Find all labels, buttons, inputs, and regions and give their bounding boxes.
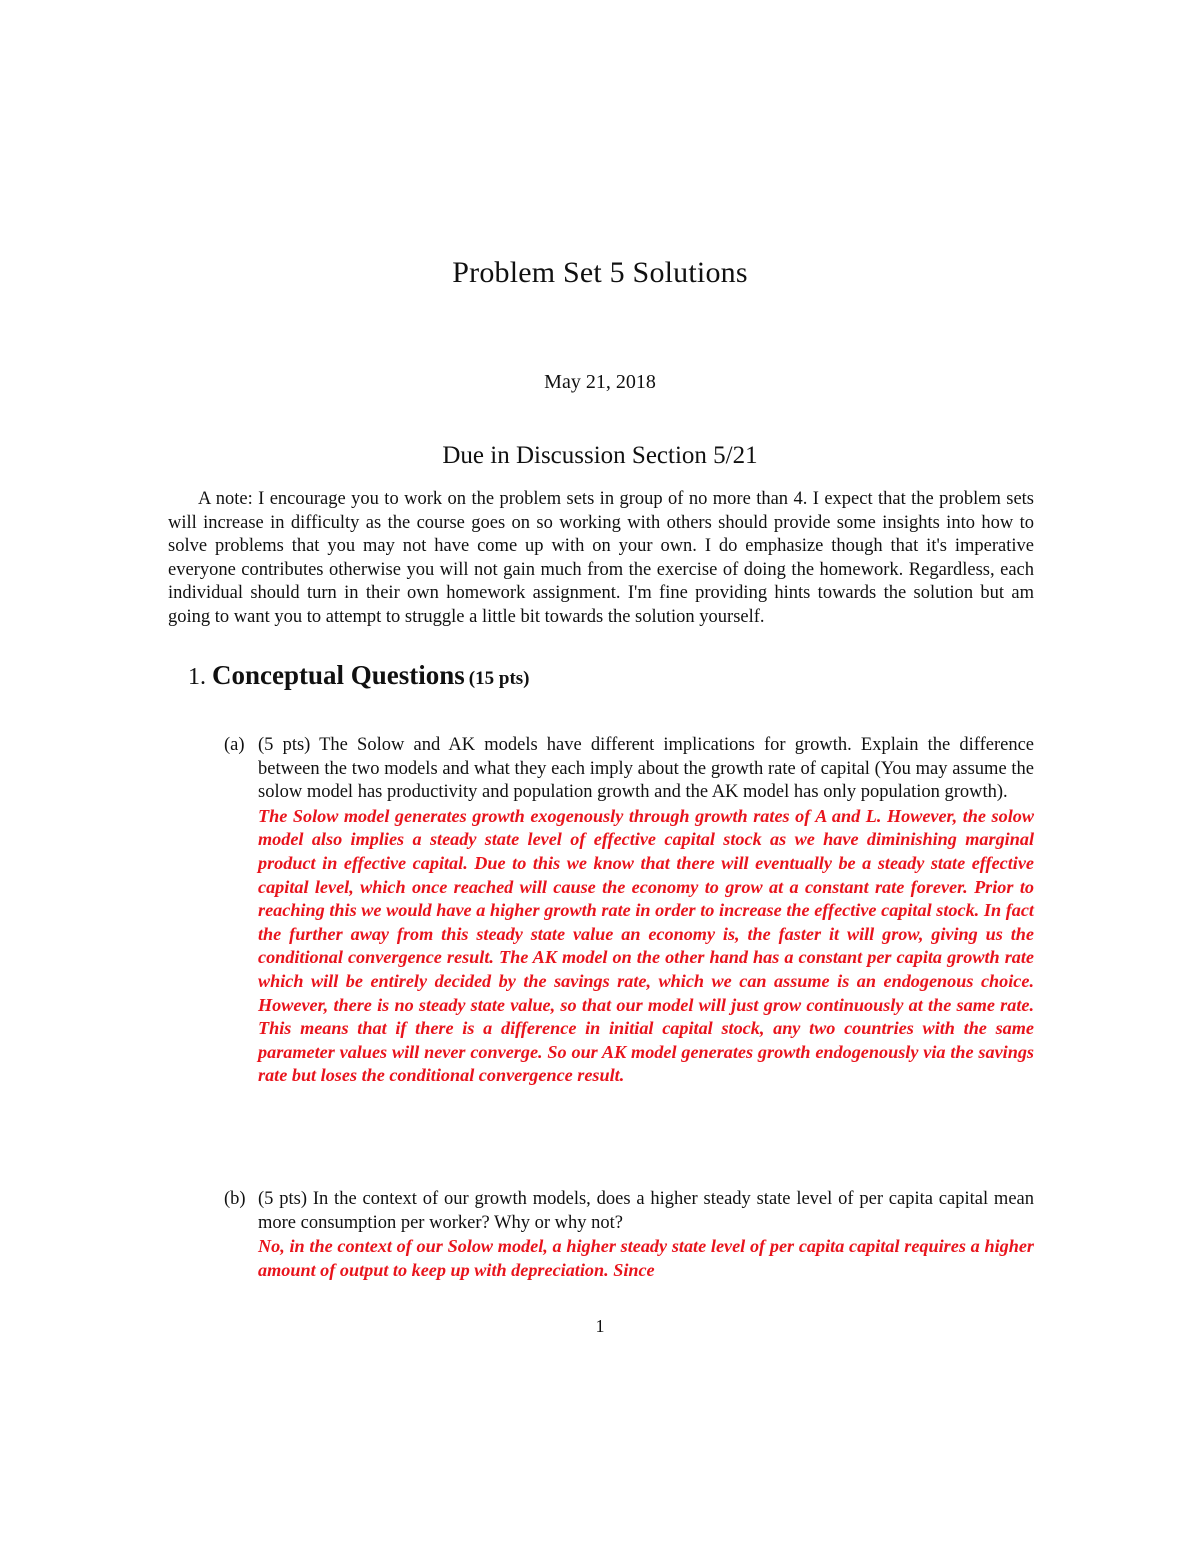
section-name: Conceptual Questions — [212, 660, 465, 690]
question-text: (5 pts) In the context of our growth models, does a higher steady state level of per capita capital mean more consumption per worker? Why or why not? — [258, 1189, 1034, 1233]
question-body — [258, 1188, 1034, 1282]
question-label: (a) — [224, 735, 245, 755]
question-item — [224, 1188, 1034, 1282]
page-number: 1 — [595, 1316, 605, 1336]
document-date: May 21, 2018 — [544, 371, 656, 393]
answer-text: The Solow model generates growth exogenously through growth rates of A and L. However, the solow model also implies a steady state level of effective capital stock as we have diminishing marginal product in effective capital. Due to this we know that there will eventually be a steady state effective capital level, which once reached will cause the economy to grow at a constant rate forever. Prior to reaching this we would have a higher growth rate in order to increase the effective capital stock. In fact the further away from this steady state value an economy is, the faster it will grow, giving us the conditional convergence result. The AK model on the other hand has a constant per capita growth rate which will be entirely decided by the savings rate, which we can assume is an endogenous choice. However, there is no steady state value, so that our model will just grow continuously at the same rate. This means that if there is a difference in initial capital stock, any two countries with the same parameter values will never converge. So our AK model generates growth endogenously via the savings rate but loses the conditional convergence result. — [258, 805, 1034, 1086]
question-text: (5 pts) The Solow and AK models have different implications for growth. Explain the difference between the two models and what they each imply about the growth rate of capital (You may assume the solow model has productivity and population growth and the AK model has only population growth). — [258, 735, 1034, 803]
question-item — [224, 734, 1034, 1088]
answer-text: No, in the context of our Solow model, a higher steady state level of per capita capital requires a higher amount of output to keep up with depreciation. Since — [258, 1236, 1034, 1280]
question-label: (b) — [224, 1189, 246, 1209]
question-body — [258, 734, 1034, 1088]
instructions-note: A note: I encourage you to work on the problem sets in group of no more than 4. I expect that the problem sets will increase in difficulty as the course goes on so working with others should provide some insights into how to solve problems that you may not have come up with on your own. I do emphasize though that it's imperative everyone contributes otherwise you will not gain much from the exercise of doing the homework. Regardless, each individual should turn in their own homework assignment. I'm fine providing hints towards the solution but am going to want you to attempt to struggle a little bit towards the solution yourself. — [168, 489, 1034, 627]
section-number: 1. — [188, 664, 206, 690]
section-points: (15 pts) — [468, 668, 530, 689]
due-subtitle: Due in Discussion Section 5/21 — [442, 442, 758, 469]
page-title: Problem Set 5 Solutions — [452, 256, 748, 289]
section-heading — [188, 660, 1028, 691]
